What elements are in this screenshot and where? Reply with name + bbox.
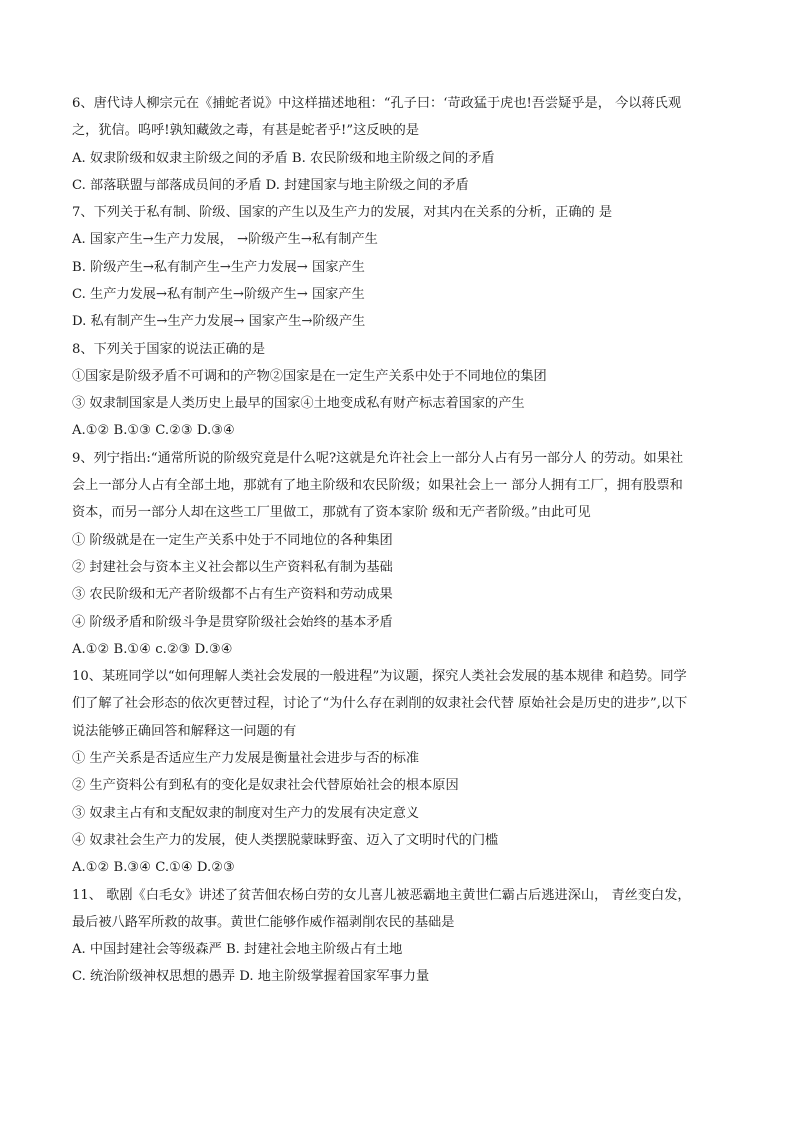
q9-stem-line-1: 9、列宁指出:“通常所说的阶级究竟是什么呢?这就是允许社会上一部分人占有另一部分人 的劳动。如果社: [72, 451, 684, 466]
q9-statement-4: ④ 阶级矛盾和阶级斗争是贯穿阶级社会始终的基本矛盾: [72, 615, 393, 630]
q11-stem-line-1: 11、 歌剧《白毛女》讲述了贫苦佃农杨白劳的女儿喜儿被恶霸地主黄世仁霸占后逃进深山， 青丝变白发，: [72, 888, 691, 903]
q9-statement-1: ① 阶级就是在一定生产关系中处于不同地位的各种集团: [72, 533, 393, 548]
q6-options-ab: A. 奴隶阶级和奴隶主阶级之间的矛盾 B. 农民阶级和地主阶级之间的矛盾: [72, 151, 495, 166]
q10-statement-4: ④ 奴隶社会生产力的发展，使人类摆脱蒙昧野蛮、迈入了文明时代的门槛: [72, 833, 499, 848]
q10-statement-1: ① 生产关系是否适应生产力发展是衡量社会进步与否的标准: [72, 751, 420, 766]
q9-statement-3: ③ 农民阶级和无产者阶级都不占有生产资料和劳动成果: [72, 587, 393, 602]
q7-option-a: A. 国家产生→生产力发展， →阶级产生→私有制产生: [72, 232, 378, 247]
q7-option-c: C. 生产力发展→私有制产生→阶级产生→ 国家产生: [72, 287, 365, 302]
q10-statement-2: ② 生产资料公有到私有的变化是奴隶社会代替原始社会的根本原因: [72, 778, 459, 793]
q10-options: A.①② B.③④ C.①④ D.②③: [72, 860, 235, 875]
q7-option-d: D. 私有制产生→生产力发展→ 国家产生→阶级产生: [72, 314, 366, 329]
q9-statement-2: ② 封建社会与资本主义社会都以生产资料私有制为基础: [72, 560, 393, 575]
q8-stem: 8、下列关于国家的说法正确的是: [72, 342, 266, 357]
q10-statement-3: ③ 奴隶主占有和支配奴隶的制度对生产力的发展有决定意义: [72, 806, 420, 821]
q8-statements-34: ③ 奴隶制国家是人类历史上最早的国家④土地变成私有财产标志着国家的产生: [72, 396, 525, 411]
q8-statements-12: ①国家是阶级矛盾不可调和的产物②国家是在一定生产关系中处于不同地位的集团: [72, 369, 547, 384]
q11-stem-line-2: 最后被八路军所救的故事。黄世仁能够作威作福剥削农民的基础是: [72, 915, 455, 930]
q6-stem-line-1: 6、唐代诗人柳宗元在《捕蛇者说》中这样描述地租：“孔子曰：‘苛政猛于虎也!吾尝疑乎是， 今以蒋氏观: [72, 96, 682, 111]
q9-stem-line-3: 资本，而另一部分人却在这些工厂里做工，那就有了资本家阶 级和无产者阶级。”由此可见: [72, 505, 591, 520]
q11-options-ab: A. 中国封建社会等级森严 B. 封建社会地主阶级占有土地: [72, 942, 403, 957]
q10-stem-line-1: 10、某班同学以“如何理解人类社会发展的一般进程”为议题，探究人类社会发展的基本规律 和趋势。同学: [72, 669, 687, 684]
q7-stem: 7、下列关于私有制、阶级、国家的产生以及生产力的发展，对其内在关系的分析，正确的 是: [72, 205, 613, 220]
q6-options-cd: C. 部落联盟与部落成员间的矛盾 D. 封建国家与地主阶级之间的矛盾: [72, 178, 469, 193]
q9-stem-line-2: 会上一部分人占有全部土地，那就有了地主阶级和农民阶级；如果社会上一 部分人拥有工厂，拥有股票和: [72, 478, 683, 493]
q9-options: A.①② B.①④ c.②③ D.③④: [72, 642, 233, 657]
q6-stem-line-2: 之，犹信。呜呼!孰知藏敛之毒，有甚是蛇者乎!”这反映的是: [72, 123, 420, 138]
q7-option-b: B. 阶级产生→私有制产生→生产力发展→ 国家产生: [72, 260, 365, 275]
q11-options-cd: C. 统治阶级神权思想的愚弄 D. 地主阶级掌握着国家军事力量: [72, 969, 430, 984]
q10-stem-line-3: 说法能够正确回答和解释这一问题的有: [72, 724, 297, 739]
q8-options: A.①② B.①③ C.②③ D.③④: [72, 423, 235, 438]
q10-stem-line-2: 们了解了社会形态的依次更替过程，讨论了“为什么存在剥削的奴隶社会代替 原始社会是历史的进步”,以下: [72, 696, 688, 711]
